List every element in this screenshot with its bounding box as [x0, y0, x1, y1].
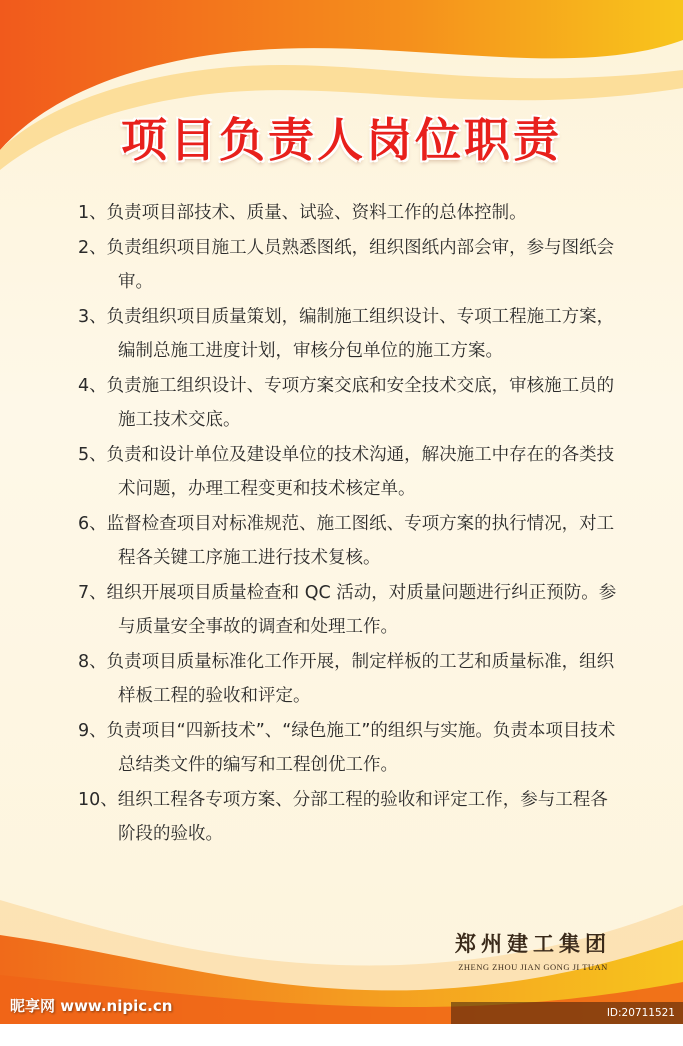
duty-text: 负责项目质量标准化工作开展，制定样板的工艺和质量标准，组织样板工程的验收和评定。	[106, 652, 615, 706]
duty-item	[78, 576, 623, 644]
duty-item	[78, 300, 623, 368]
duty-item	[78, 507, 623, 575]
duty-item	[78, 369, 623, 437]
duty-text: 负责组织项目施工人员熟悉图纸，组织图纸内部会审，参与图纸会审。	[106, 238, 615, 292]
company-signature	[455, 928, 611, 972]
company-name-cn: 郑州建工集团	[455, 931, 611, 956]
duty-item	[78, 438, 623, 506]
duty-text: 负责施工组织设计、专项方案交底和安全技术交底，审核施工员的施工技术交底。	[106, 376, 615, 430]
duty-text: 负责组织项目质量策划，编制施工组织设计、专项工程施工方案，编制总施工进度计划，审核分包单位的施工方案。	[106, 307, 615, 361]
duty-text: 组织工程各专项方案、分部工程的验收和评定工作，参与工程各阶段的验收。	[117, 790, 608, 844]
image-id-strip: ID:20711521 NO:20220906213007228107	[451, 1002, 683, 1024]
duty-number: 1、	[78, 203, 107, 223]
duty-number: 10、	[78, 790, 118, 810]
duty-number: 6、	[78, 514, 107, 534]
duty-number: 4、	[78, 376, 107, 396]
duty-number: 2、	[78, 238, 107, 258]
duty-text: 负责项目“四新技术”、“绿色施工”的组织与实施。负责本项目技术总结类文件的编写和工程创优工作。	[106, 721, 616, 775]
duty-item	[78, 196, 623, 230]
duty-item	[78, 783, 623, 851]
duty-text: 组织开展项目质量检查和 QC 活动，对质量问题进行纠正预防。参与质量安全事故的调查和处理工作。	[106, 583, 617, 637]
duty-item	[78, 645, 623, 713]
duty-number: 5、	[78, 445, 107, 465]
duty-text: 负责和设计单位及建设单位的技术沟通，解决施工中存在的各类技术问题，办理工程变更和技术核定单。	[106, 445, 615, 499]
company-name-en: ZHENG ZHOU JIAN GONG JI TUAN	[458, 962, 608, 972]
page-title: 项目负责人岗位职责	[121, 113, 562, 167]
duty-item	[78, 231, 623, 299]
duty-number: 9、	[78, 721, 107, 741]
duty-item	[78, 714, 623, 782]
duty-text: 负责项目部技术、质量、试验、资料工作的总体控制。	[106, 203, 527, 223]
duty-number: 7、	[78, 583, 107, 603]
duty-text: 监督检查项目对标准规范、施工图纸、专项方案的执行情况，对工程各关键工序施工进行技术复核。	[106, 514, 615, 568]
duty-number: 3、	[78, 307, 107, 327]
site-watermark: 昵享网 www.nipic.cn	[10, 997, 173, 1015]
duty-number: 8、	[78, 652, 107, 672]
duty-list	[78, 196, 623, 852]
